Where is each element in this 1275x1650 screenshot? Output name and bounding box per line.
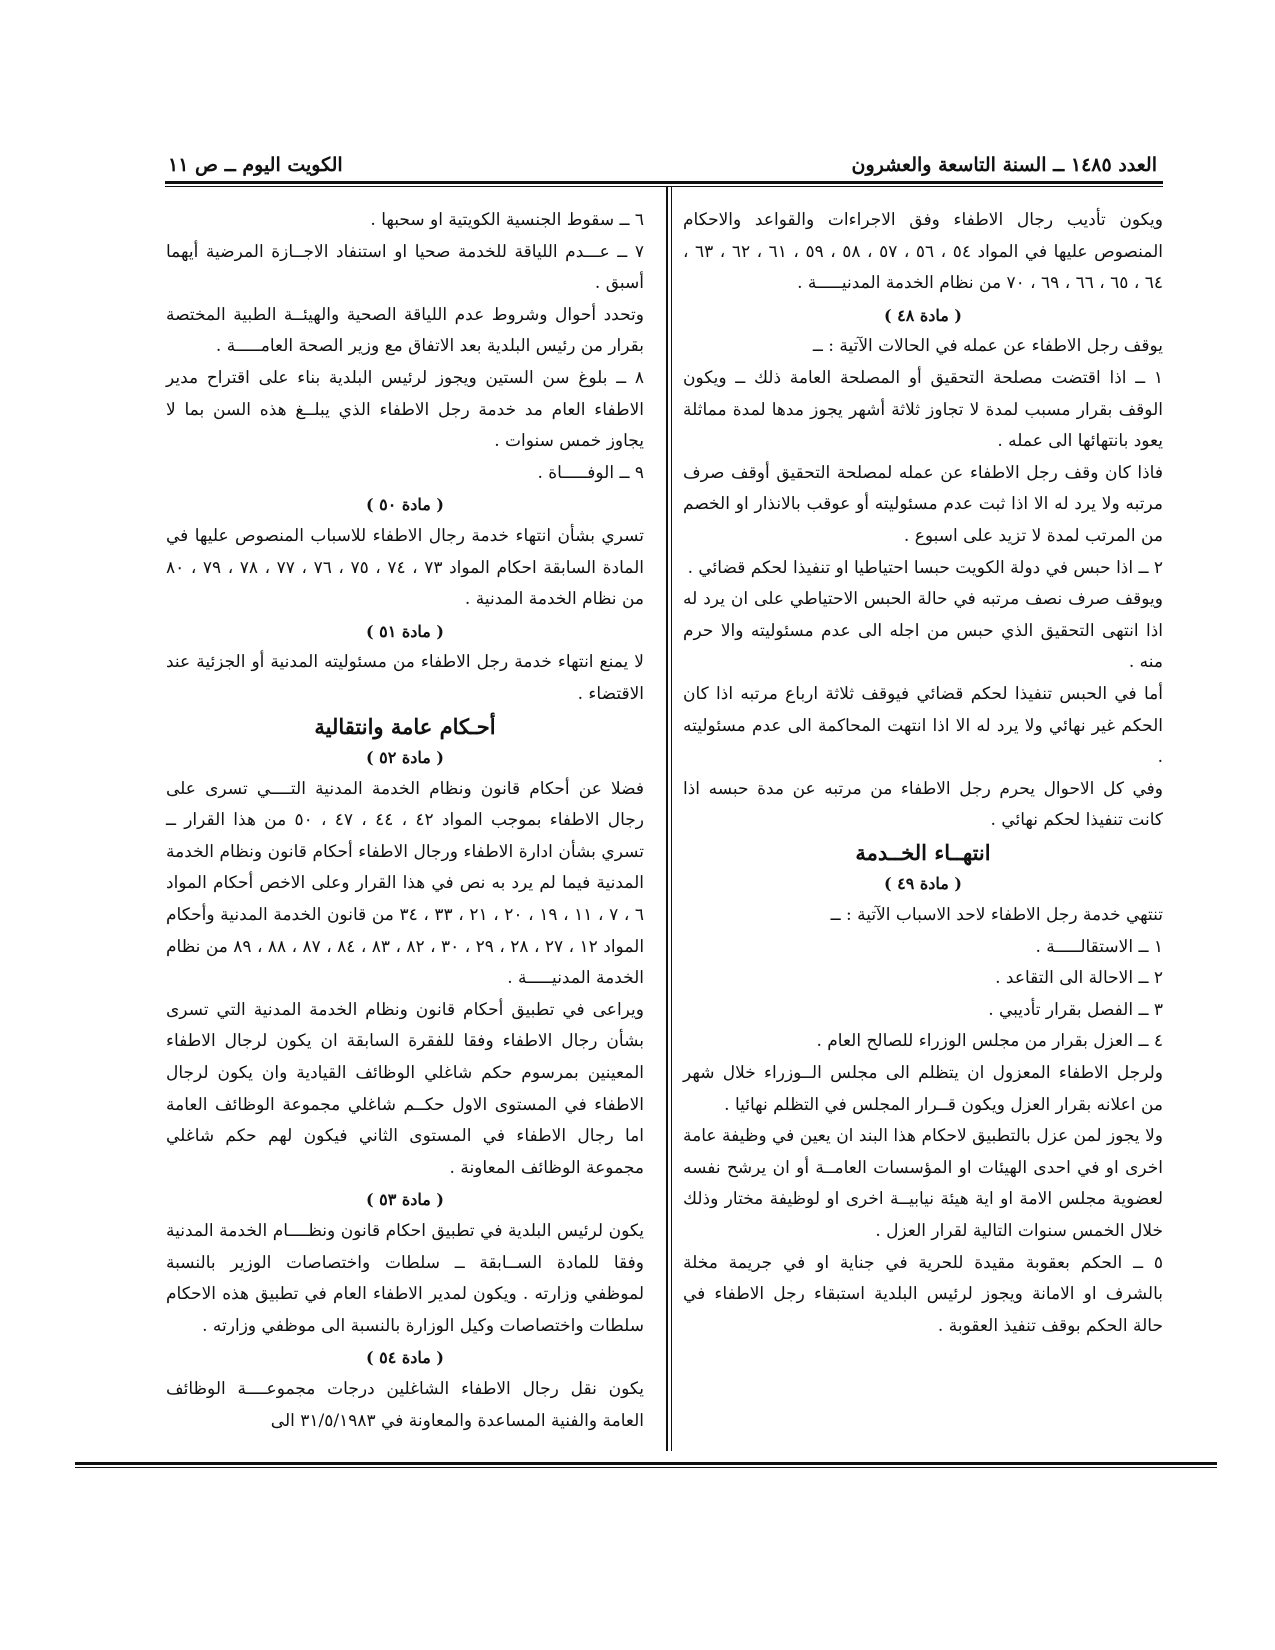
paragraph: ٢ ــ الاحالة الى التقاعد .	[995, 968, 1163, 989]
paragraph: يكون نقل رجال الاطفاء الشاغلين درجات مجموعــــة الوظائف العامة والفنية المساعدة والمعاونة في ٣١/٥/١٩٨٣ الى	[166, 1378, 644, 1431]
paragraph: فاذا كان وقف رجل الاطفاء عن عمله لمصلحة التحقيق أوقف صرف مرتبه ولا يرد له الا اذا ثبت عدم مسئوليته أو عوقب بالانذار او الخصم من المرتب لمدة لا تزيد على اسبوع .	[683, 462, 1163, 546]
paragraph: ويوقف صرف نصف مرتبه في حالة الحبس الاحتياطي على ان يرد له اذا انتهى التحقيق الذي حبس من اجله الى عدم مسئوليته والا حرم منه .	[683, 589, 1163, 673]
paragraph: تسري بشأن انتهاء خدمة رجال الاطفاء للاسباب المنصوص عليها في المادة السابقة احكام المواد ٧٣ ، ٧٤ ، ٧٥ ، ٧٦ ، ٧٧ ، ٧٨ ، ٧٩ ، ٨٠ من نظام الخدمة المدنية .	[166, 525, 644, 610]
page-header	[168, 150, 1157, 180]
paragraph: يوقف رجل الاطفاء عن عمله في الحالات الآتية : ــ	[812, 336, 1163, 357]
paragraph: ٥ ــ الحكم بعقوبة مقيدة للحرية في جناية او في جريمة مخلة بالشرف او الامانة ويجوز لرئيس البلدية استبقاء رجل الاطفاء في حالة الحكم بوقف تنفيذ العقوبة .	[683, 1252, 1163, 1336]
paragraph: تنتهي خدمة رجل الاطفاء لاحد الاسباب الآتية : ــ	[830, 905, 1163, 926]
section-heading: انتهــاء الخــدمة	[855, 839, 991, 865]
article-heading: ( مادة ٥٠ )	[366, 495, 444, 515]
article-heading: ( مادة ٥٤ )	[366, 1348, 444, 1368]
publication-page: الكويت اليوم ــ ص ١١	[168, 154, 343, 176]
paragraph: وفي كل الاحوال يحرم رجل الاطفاء من مرتبه عن مدة حبسه اذا كانت تنفيذا لحكم نهائي .	[683, 778, 1163, 831]
issue-info: العدد ١٤٨٥ ــ السنة التاسعة والعشرون	[851, 154, 1157, 176]
paragraph: ٣ ــ الفصل بقرار تأديبي .	[988, 999, 1163, 1020]
paragraph: وتحدد أحوال وشروط عدم اللياقة الصحية والهيئــة الطبية المختصة بقرار من رئيس البلدية بعد الاتفاق مع وزير الصحة العامـــــة .	[166, 304, 644, 357]
paragraph: ويكون تأديب رجال الاطفاء وفق الاجراءات والقواعد والاحكام المنصوص عليها في المواد ٥٤ ، ٥٦ ، ٥٧ ، ٥٨ ، ٥٩ ، ٦١ ، ٦٢ ، ٦٣ ، ٦٤ ، ٦٥ ، ٦٦ ، ٦٩ ، ٧٠ من نظام الخدمة المدنيـــــة .	[683, 210, 1164, 294]
article-heading: ( مادة ٤٩ )	[884, 874, 962, 894]
article-heading: ( مادة ٥٢ )	[366, 748, 444, 768]
paragraph: ٤ ــ العزل بقرار من مجلس الوزراء للصالح العام .	[816, 1031, 1163, 1052]
paragraph: ١ ــ الاستقالـــــة .	[1035, 936, 1163, 957]
paragraph: ولا يجوز لمن عزل بالتطبيق لاحكام هذا البند ان يعين في وظيفة عامة اخرى او في احدى الهيئات او المؤسسات العامــة أو ان يرشح نفسه لعضوية مجلس الامة او اية هيئة نيابيــة اخرى او لوظيفة مختار وذلك خلال الخمس سنوات التالية لقرار العزل .	[683, 1126, 1163, 1241]
article-heading: ( مادة ٤٨ )	[884, 305, 962, 325]
paragraph: ٢ ــ اذا حبس في دولة الكويت حبسا احتياطيا او تنفيذا لحكم قضائي .	[687, 557, 1163, 578]
paragraph: ٧ ــ عـــدم اللياقة للخدمة صحيا او استنفاد الاجــازة المرضية أيهما أسبق .	[166, 241, 644, 294]
paragraph: أما في الحبس تنفيذا لحكم قضائي فيوقف ثلاثة ارباع مرتبه اذا كان الحكم غير نهائي ولا يرد له الا اذا انتهت المحاكمة الى عدم مسئوليته .	[683, 683, 1163, 768]
paragraph: ولرجل الاطفاء المعزول ان يتظلم الى مجلس الــوزراء خلال شهر من اعلانه بقرار العزل ويكون قــرار المجلس في التظلم نهائيا .	[683, 1063, 1163, 1115]
paragraph: ٦ ــ سقوط الجنسية الكويتية او سحبها .	[370, 210, 644, 230]
column-divider	[666, 186, 672, 1451]
right-column	[683, 205, 1163, 1342]
paragraph: ٩ ــ الوفـــــاة .	[537, 462, 644, 483]
header-rule	[165, 181, 1163, 187]
paragraph: ١ ــ اذا اقتضت مصلحة التحقيق أو المصلحة العامة ذلك ــ ويكون الوقف بقرار مسبب لمدة لا تجاوز ثلاثة أشهر يجوز مدها لمدة مماثلة يعود بانتهائها الى عمله .	[683, 367, 1163, 452]
article-heading: ( مادة ٥١ )	[366, 621, 444, 641]
section-heading: أحـكام عامة وانتقالية	[314, 713, 496, 739]
footer-rule	[75, 1462, 1217, 1468]
paragraph: لا يمنع انتهاء خدمة رجل الاطفاء من مسئوليته المدنية أو الجزئية عند الاقتضاء .	[166, 652, 644, 704]
paragraph: فضلا عن أحكام قانون ونظام الخدمة المدنية التــــي تسرى على رجال الاطفاء بموجب المواد ٤٢ ، ٤٤ ، ٤٧ ، ٥٠ من هذا القرار ــ تسري بشأن ادارة الاطفاء ورجال الاطفاء أحكام قانون ونظام الخدمة المدنية فيما لم يرد به نص في هذا القرار وعلى الاخص أحكام المواد ٦ ، ٧ ، ١١ ، ١٩ ، ٢٠ ، ٢١ ، ٣٣ ، ٣٤ من قانون الخدمة المدنية وأحكام المواد ١٢ ، ٢٧ ، ٢٨ ، ٢٩ ، ٣٠ ، ٨٢ ، ٨٣ ، ٨٤ ، ٨٧ ، ٨٨ ، ٨٩ من نظام الخدمة المدنيـــــة .	[166, 778, 645, 989]
paragraph: ٨ ــ بلوغ سن الستين ويجوز لرئيس البلدية بناء على اقتراح مدير الاطفاء العام مد خدمة رجل الاطفاء الذي يبلــغ هذه السن بما لا يجاوز خمس سنوات .	[166, 367, 644, 452]
paragraph: ويراعى في تطبيق أحكام قانون ونظام الخدمة المدنية التي تسرى بشأن رجال الاطفاء وفقا للفقرة السابقة ان يكون لرجال الاطفاء المعينين بمرسوم حكم شاغلي الوظائف القيادية وان يكون لرجال الاطفاء في المستوى الاول حكــم شاغلي مجموعة الوظائف العامة اما رجال الاطفاء في المستوى الثاني فيكون لهم حكم شاغلي مجموعة الوظائف المعاونة .	[166, 999, 644, 1178]
left-column	[166, 205, 644, 1437]
article-heading: ( مادة ٥٣ )	[366, 1190, 444, 1210]
paragraph: يكون لرئيس البلدية في تطبيق احكام قانون ونظــــام الخدمة المدنية وفقا للمادة الســابقة ــ سلطات واختصاصات الوزير بالنسبة لموظفي وزارته . ويكون لمدير الاطفاء العام في تطبيق هذه الاحكام سلطات واختصاصات وكيل الوزارة بالنسبة الى موظفي وزارته .	[166, 1221, 644, 1336]
